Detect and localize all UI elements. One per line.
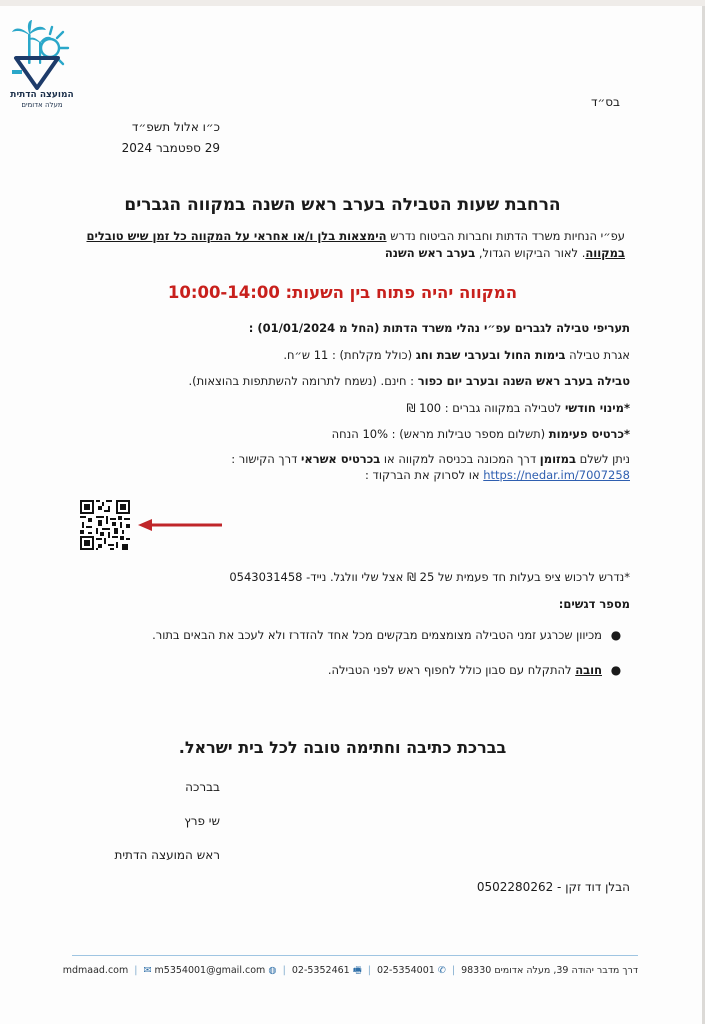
payment-cash: במזומן [539, 452, 576, 466]
list-item [60, 663, 630, 677]
rate-weekday [60, 348, 630, 362]
footer-contacts: דרך מדבר יהודה 39, מעלה אדומים 98330 | ✆ 02-5354001 | 🖷 02-5352461 | ◍ mdmaad.com | ✉ m5354001@gmail.com [62, 965, 638, 976]
rate-punch-bold: *כרטיס פעימות [548, 427, 630, 441]
chip-note: *נדרש לרכוש ציפ בעלות חד פעמית של 25 ₪ אצל שלי וולגל. נייד- 0543031458 [229, 570, 630, 584]
rate-eve-post: : חינם. (נשמח לתרומה להשתתפות בהוצאות). [188, 374, 418, 388]
rate-eve-bold: טבילה בערב ראש השנה ובערב יום כפור [417, 374, 630, 388]
logo-subtitle: מעלה אדומים [21, 101, 63, 109]
signature-greeting: בברכה [185, 780, 220, 794]
emphasis-list [60, 628, 630, 698]
rate-weekday-post: (כולל מקלחת) : 11 ש״ח. [283, 348, 416, 362]
payment-scan-text: או לסרוק את הברקוד : [365, 468, 484, 482]
qr-code-icon[interactable] [80, 500, 130, 550]
top-edge [0, 0, 705, 6]
arrow-left-icon [136, 516, 224, 534]
phone-icon: ✆ [437, 965, 446, 976]
rate-holiday-eve [60, 374, 630, 388]
rate-monthly-bold: *מינוי חודשי [565, 401, 630, 415]
intro-text-2: . לאור הביקוש הגדול, [475, 246, 586, 260]
logo-name: המועצה הדתית [10, 90, 74, 100]
payment-line-1 [60, 452, 630, 466]
payment-line-2 [60, 468, 630, 482]
gregorian-date: 29 ספטמבר 2024 [121, 141, 220, 155]
footer-email[interactable]: m5354001@gmail.com [154, 965, 266, 976]
page-title: הרחבת שעות הטבילה בערב ראש השנה במקווה הגברים [124, 195, 561, 215]
intro-emphasis: הימצאות בלן ו/או אחראי על המקווה כל זמן שיש טובלים במקווה [86, 229, 625, 260]
footer-divider [72, 955, 638, 956]
hours-heading: המקווה יהיה פתוח בין השעות: 10:00-14:00 [167, 283, 518, 302]
rate-weekday-bold: בימות החול ובערבי שבת וחג [415, 348, 566, 362]
council-logo-icon [8, 18, 74, 90]
bullet-icon: ● [610, 628, 622, 642]
footer-fax: 02-5352461 [291, 965, 350, 976]
hebrew-date: כ״ו אלול תשפ״ד [131, 120, 220, 134]
globe-icon: ◍ [268, 965, 277, 976]
payment-mid: דרך המכונה בכניסה למקווה או [380, 452, 540, 466]
list-item-bold: חובה [575, 663, 602, 677]
list-item-text [328, 663, 602, 677]
footer-website[interactable]: mdmaad.com [62, 965, 129, 976]
payment-credit: בכרטיס אשראי [301, 452, 381, 466]
signature-name: שי פרץ [184, 814, 220, 828]
payment-pre: ניתן לשלם [575, 452, 630, 466]
bsd-heading: בס״ד [590, 95, 620, 109]
fax-icon: 🖷 [352, 965, 362, 976]
attendant-contact: הבלן דוד זקן - 0502280262 [476, 880, 630, 894]
intro-paragraph [60, 228, 625, 262]
rate-punch-card [60, 427, 630, 441]
rate-monthly [60, 401, 630, 415]
bullet-icon: ● [610, 663, 622, 677]
rate-punch-post: (תשלום מספר טבילות מראש) : 10% הנחה [331, 427, 549, 441]
rate-monthly-post: לטבילה במקווה גברים : 100 ₪ [406, 401, 565, 415]
list-item-body: מכיוון שכרגע זמני הטבילה מצומצמים מבקשים מכל אחד להזדרז ולא לעכב את הבאים בתור. [152, 628, 602, 642]
payment-post: דרך הקישור : [231, 452, 302, 466]
list-item-text [152, 628, 602, 642]
rates-heading: תעריפי טבילה לגברים עפ״י נהלי משרד הדתות (החל מ 01/01/2024) : [248, 321, 630, 335]
mail-icon: ✉ [143, 965, 152, 976]
emphasis-heading: מספר דגשים: [558, 597, 630, 611]
list-item-body: להתקלח עם סבון כולל לחפוף ראש לפני הטבילה. [327, 663, 576, 677]
footer-phone: 02-5354001 [376, 965, 435, 976]
intro-text: עפ״י הנחיות משרד הדתות וחברות הביטוח נדרש [386, 229, 625, 243]
payment-link[interactable]: https://nedar.im/7007258 [483, 468, 630, 482]
signature-role: ראש המועצה הדתית [114, 848, 220, 862]
intro-emphasis-2: בערב ראש השנה [384, 246, 476, 260]
footer-address: דרך מדבר יהודה 39, מעלה אדומים 98330 [461, 965, 638, 976]
list-item [60, 628, 630, 642]
rate-weekday-pre: אגרת טבילה [565, 348, 630, 362]
blessing-line: בברכת כתיבה וחתימה טובה לכל בית ישראל. [178, 738, 507, 757]
